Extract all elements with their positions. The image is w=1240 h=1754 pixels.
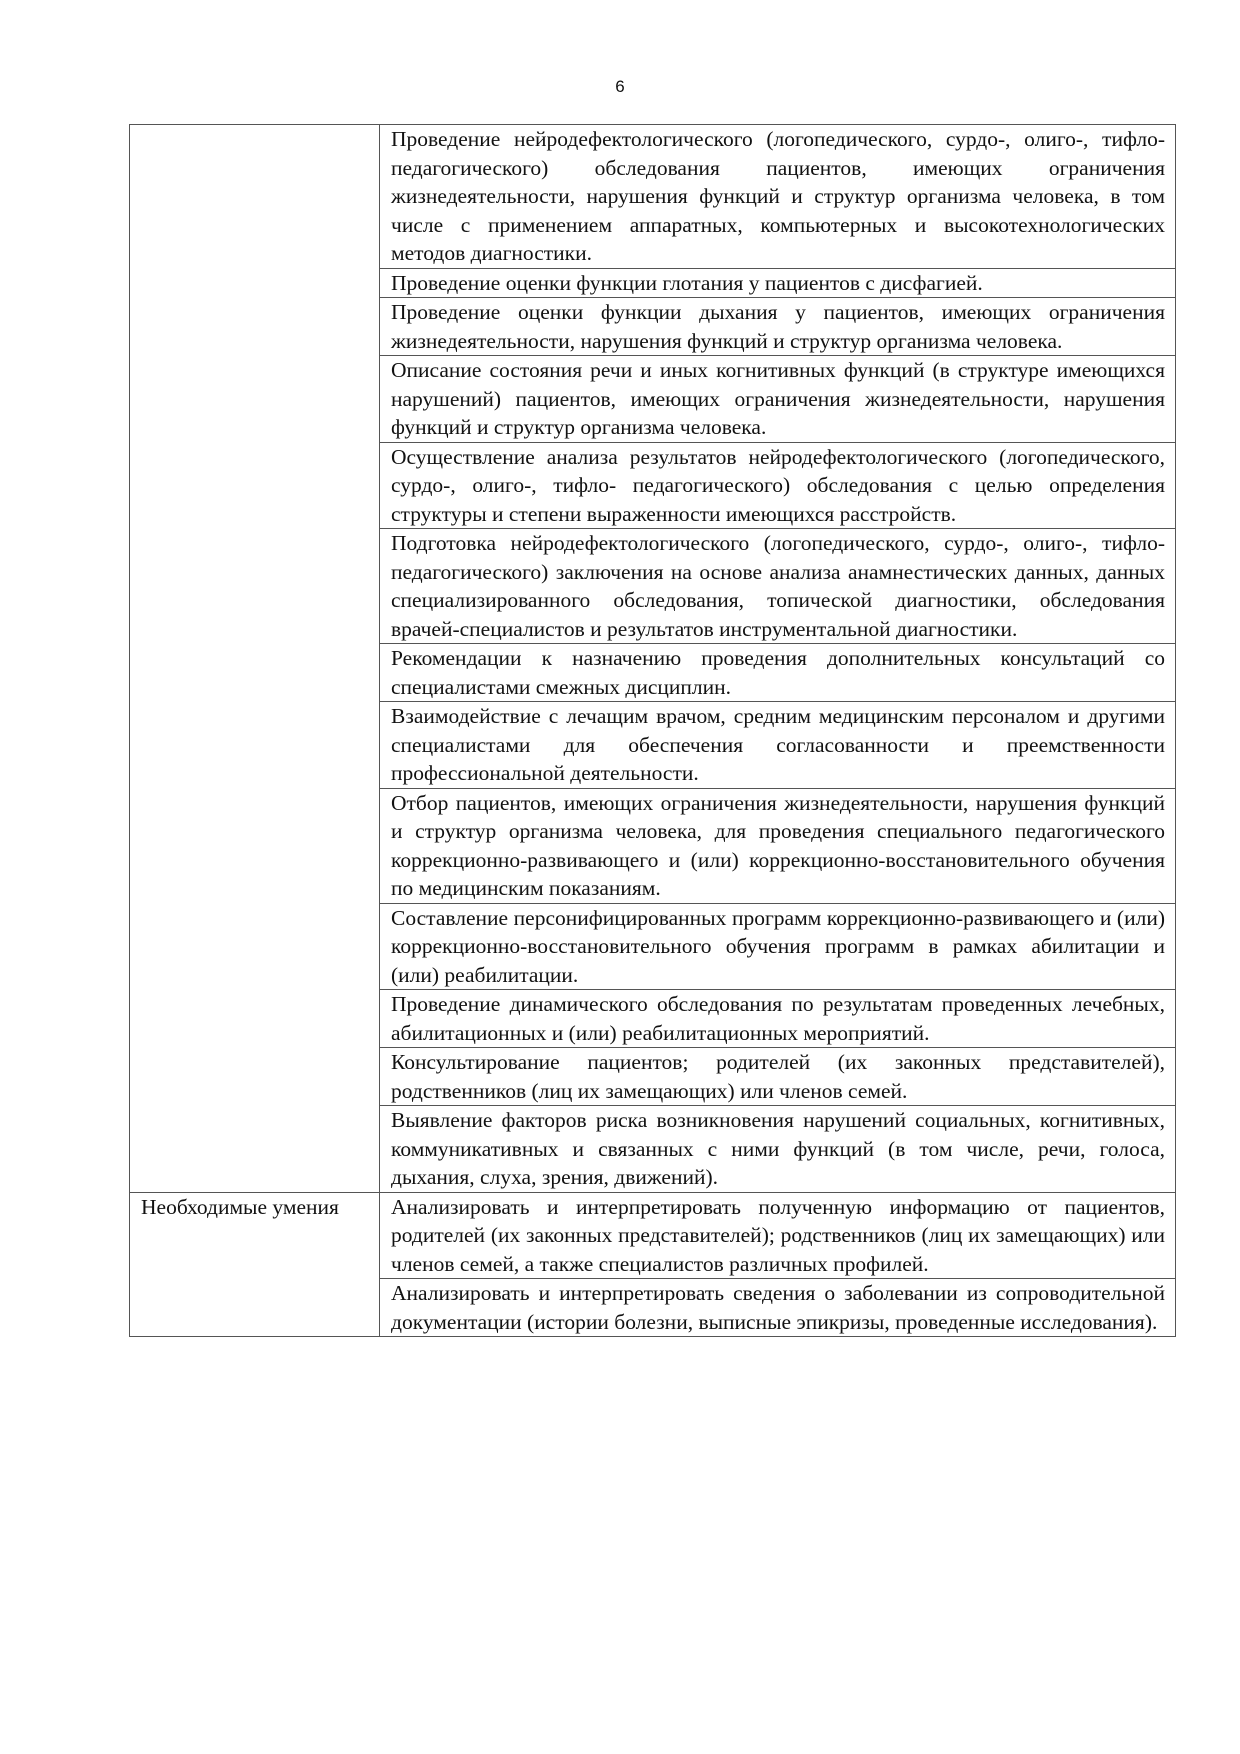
row-label-cell: Необходимые умения [130, 1192, 380, 1337]
table-cell: Анализировать и интерпретировать сведения о заболевании из сопроводительной документации (истории болезни, выписные эпикризы, проведенные исследования). [380, 1279, 1176, 1337]
table-cell: Осуществление анализа результатов нейродефектологического (логопедического, сурдо-, олиго-, тифло- педагогического) обследования с целью определения структуры и степени выраженности имеющихся расстройств. [380, 442, 1176, 529]
table-cell: Проведение оценки функции дыхания у пациентов, имеющих ограничения жизнедеятельности, нарушения функций и структур организма человека. [380, 298, 1176, 356]
table-cell: Проведение нейродефектологического (логопедического, сурдо-, олиго-, тифло- педагогического) обследования пациентов, имеющих ограничения жизнедеятельности, нарушения функций и структур организма человека, в том числе с применением аппаратных, компьютерных и высокотехнологических методов диагностики. [380, 125, 1176, 269]
table-cell: Рекомендации к назначению проведения дополнительных консультаций со специалистами смежных дисциплин. [380, 644, 1176, 702]
table-cell: Проведение динамического обследования по результатам проведенных лечебных, абилитационных и (или) реабилитационных мероприятий. [380, 990, 1176, 1048]
table-row [130, 1192, 1176, 1279]
table-cell: Подготовка нейродефектологического (логопедического, сурдо-, олиго-, тифло- педагогического) заключения на основе анализа анамнестических данных, данных специализированного обследования, топической диагностики, обследования врачей-специалистов и результатов инструментальной диагностики. [380, 529, 1176, 644]
table-cell: Проведение оценки функции глотания у пациентов с дисфагией. [380, 268, 1176, 298]
table-cell: Анализировать и интерпретировать полученную информацию от пациентов, родителей (их законных представителей); родственников (лиц их замещающих) или членов семей, а также специалистов различных профилей. [380, 1192, 1176, 1279]
requirements-table [129, 124, 1176, 1337]
table-body [130, 125, 1176, 1337]
table-cell: Отбор пациентов, имеющих ограничения жизнедеятельности, нарушения функций и структур организма человека, для проведения специального педагогического коррекционно-развивающего и (или) коррекционно-восстановительного обучения по медицинским показаниям. [380, 788, 1176, 903]
table-row [130, 125, 1176, 269]
table-cell: Консультирование пациентов; родителей (их законных представителей), родственников (лиц их замещающих) или членов семей. [380, 1048, 1176, 1106]
table-cell: Составление персонифицированных программ коррекционно-развивающего и (или) коррекционно-восстановительного обучения программ в рамках абилитации и (или) реабилитации. [380, 903, 1176, 990]
table-cell: Взаимодействие с лечащим врачом, средним медицинским персоналом и другими специалистами для обеспечения согласованности и преемственности профессиональной деятельности. [380, 702, 1176, 789]
page-number: 6 [615, 77, 625, 96]
table-cell: Описание состояния речи и иных когнитивных функций (в структуре имеющихся нарушений) пациентов, имеющих ограничения жизнедеятельности, нарушения функций и структур организма человека. [380, 356, 1176, 443]
row-label-cell [130, 125, 380, 1193]
table-cell: Выявление факторов риска возникновения нарушений социальных, когнитивных, коммуникативных и связанных с ними функций (в том числе, речи, голоса, дыхания, слуха, зрения, движений). [380, 1106, 1176, 1193]
